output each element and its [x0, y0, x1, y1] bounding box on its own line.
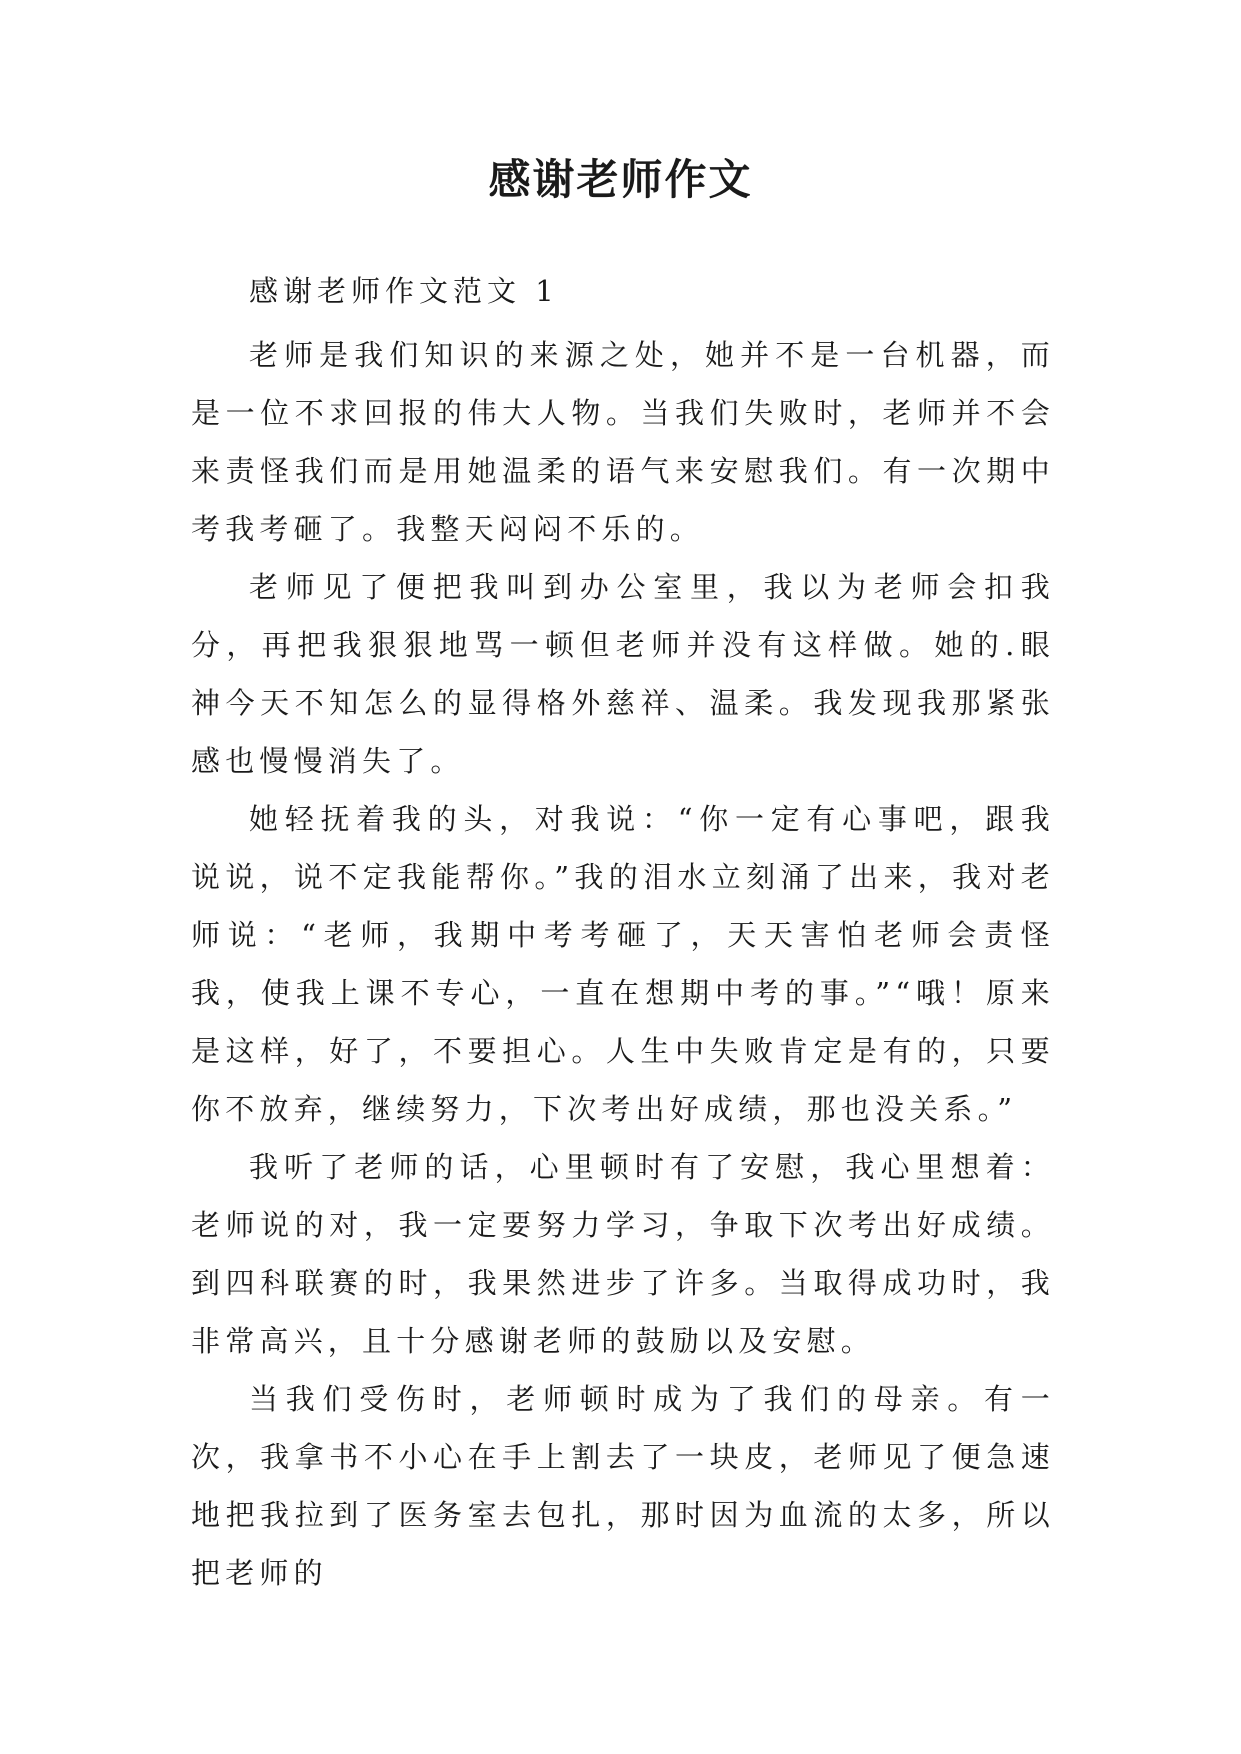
document-body [191, 262, 1055, 1602]
paragraph: 我听了老师的话，心里顿时有了安慰，我心里想着：老师说的对，我一定要努力学习，争取下次考出好成绩。到四科联赛的时，我果然进步了许多。当取得成功时，我非常高兴，且十分感谢老师的鼓励以及安慰。 [191, 1150, 1055, 1358]
paragraph: 她轻抚着我的头，对我说：“你一定有心事吧，跟我说说，说不定我能帮你。”我的泪水立刻涌了出来，我对老师说：“老师，我期中考考砸了，天天害怕老师会责怪我，使我上课不专心，一直在想期中考的事。”“哦！原来是这样，好了，不要担心。人生中失败肯定是有的，只要你不放弃，继续努力，下次考出好成绩，那也没关系。” [191, 802, 1055, 1126]
paragraph: 老师是我们知识的来源之处，她并不是一台机器，而是一位不求回报的伟大人物。当我们失败时，老师并不会来责怪我们而是用她温柔的语气来安慰我们。有一次期中考我考砸了。我整天闷闷不乐的。 [191, 338, 1055, 546]
section-heading: 感谢老师作文范文 1 [249, 274, 559, 308]
paragraph: 当我们受伤时，老师顿时成为了我们的母亲。有一次，我拿书不小心在手上割去了一块皮，老师见了便急速地把我拉到了医务室去包扎，那时因为血流的太多，所以把老师的 [191, 1382, 1055, 1590]
paragraph: 老师见了便把我叫到办公室里，我以为老师会扣我分，再把我狠狠地骂一顿但老师并没有这样做。她的.眼神今天不知怎么的显得格外慈祥、温柔。我发现我那紧张感也慢慢消失了。 [191, 570, 1055, 778]
document-title: 感谢老师作文 [488, 155, 753, 204]
